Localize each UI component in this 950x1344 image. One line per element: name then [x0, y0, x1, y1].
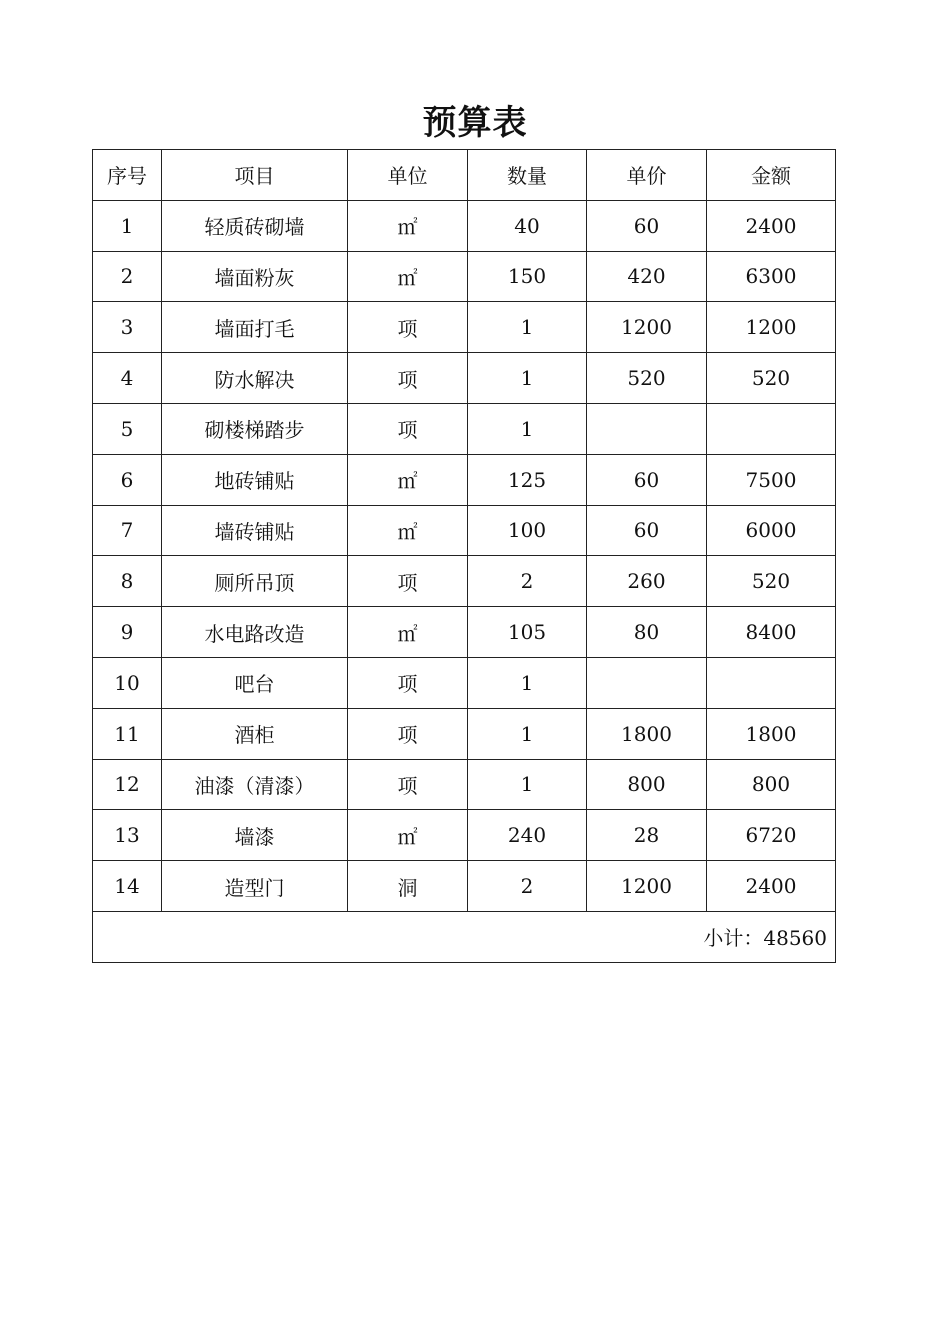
cell-amount: 2400 — [707, 200, 836, 251]
table-row — [93, 200, 836, 251]
table-row — [93, 657, 836, 708]
cell-amount: 520 — [707, 353, 836, 404]
cell-item: 墙漆 — [162, 810, 348, 861]
cell-item: 地砖铺贴 — [162, 454, 348, 505]
cell-unit: 项 — [348, 708, 468, 759]
cell-qty: 125 — [468, 454, 587, 505]
cell-unit: ㎡ — [348, 251, 468, 302]
cell-amount: 1800 — [707, 708, 836, 759]
cell-no: 9 — [93, 607, 162, 658]
cell-no: 1 — [93, 200, 162, 251]
cell-qty: 2 — [468, 556, 587, 607]
cell-qty: 105 — [468, 607, 587, 658]
cell-unit: ㎡ — [348, 607, 468, 658]
cell-qty: 2 — [468, 861, 587, 912]
cell-price: 800 — [587, 759, 707, 810]
table-row — [93, 607, 836, 658]
table-row — [93, 810, 836, 861]
table-row — [93, 251, 836, 302]
cell-qty: 1 — [468, 302, 587, 353]
cell-qty: 240 — [468, 810, 587, 861]
table-row — [93, 861, 836, 912]
table-row — [93, 505, 836, 556]
cell-qty: 100 — [468, 505, 587, 556]
cell-unit: ㎡ — [348, 810, 468, 861]
cell-item: 防水解决 — [162, 353, 348, 404]
cell-price: 420 — [587, 251, 707, 302]
table-row — [93, 302, 836, 353]
subtotal-row — [93, 911, 836, 962]
cell-item: 水电路改造 — [162, 607, 348, 658]
cell-price — [587, 403, 707, 454]
cell-unit: ㎡ — [348, 200, 468, 251]
header-price: 单价 — [587, 150, 707, 201]
cell-qty: 1 — [468, 353, 587, 404]
cell-unit: 项 — [348, 556, 468, 607]
header-item: 项目 — [162, 150, 348, 201]
cell-item: 油漆（清漆） — [162, 759, 348, 810]
cell-no: 6 — [93, 454, 162, 505]
cell-unit: 项 — [348, 353, 468, 404]
cell-price: 60 — [587, 505, 707, 556]
cell-price: 1800 — [587, 708, 707, 759]
cell-no: 5 — [93, 403, 162, 454]
cell-price: 80 — [587, 607, 707, 658]
cell-amount: 6000 — [707, 505, 836, 556]
cell-item: 轻质砖砌墙 — [162, 200, 348, 251]
cell-price: 520 — [587, 353, 707, 404]
table-row — [93, 708, 836, 759]
cell-unit: 项 — [348, 403, 468, 454]
cell-qty: 1 — [468, 403, 587, 454]
cell-amount: 8400 — [707, 607, 836, 658]
cell-item: 吧台 — [162, 657, 348, 708]
cell-qty: 1 — [468, 708, 587, 759]
table-body — [93, 200, 836, 911]
cell-amount — [707, 403, 836, 454]
cell-no: 14 — [93, 861, 162, 912]
header-unit: 单位 — [348, 150, 468, 201]
cell-no: 4 — [93, 353, 162, 404]
table-row — [93, 353, 836, 404]
cell-price: 60 — [587, 454, 707, 505]
cell-unit: ㎡ — [348, 505, 468, 556]
cell-no: 3 — [93, 302, 162, 353]
cell-qty: 150 — [468, 251, 587, 302]
cell-unit: 项 — [348, 657, 468, 708]
cell-unit: 项 — [348, 302, 468, 353]
cell-amount: 520 — [707, 556, 836, 607]
table-row — [93, 759, 836, 810]
cell-amount: 2400 — [707, 861, 836, 912]
cell-amount: 800 — [707, 759, 836, 810]
cell-item: 砌楼梯踏步 — [162, 403, 348, 454]
budget-table — [92, 149, 836, 963]
table-row — [93, 403, 836, 454]
cell-item: 酒柜 — [162, 708, 348, 759]
cell-item: 墙砖铺贴 — [162, 505, 348, 556]
cell-price — [587, 657, 707, 708]
header-qty: 数量 — [468, 150, 587, 201]
cell-no: 8 — [93, 556, 162, 607]
cell-unit: ㎡ — [348, 454, 468, 505]
cell-item: 厕所吊顶 — [162, 556, 348, 607]
cell-price: 260 — [587, 556, 707, 607]
cell-unit: 洞 — [348, 861, 468, 912]
cell-amount — [707, 657, 836, 708]
document-title: 预算表 — [422, 103, 528, 143]
table-header-row — [93, 150, 836, 201]
cell-qty: 40 — [468, 200, 587, 251]
cell-amount: 7500 — [707, 454, 836, 505]
cell-price: 60 — [587, 200, 707, 251]
cell-unit: 项 — [348, 759, 468, 810]
cell-amount: 6720 — [707, 810, 836, 861]
subtotal-cell: 小计：48560 — [93, 911, 836, 962]
cell-price: 28 — [587, 810, 707, 861]
header-no: 序号 — [93, 150, 162, 201]
cell-amount: 6300 — [707, 251, 836, 302]
cell-price: 1200 — [587, 861, 707, 912]
header-amount: 金额 — [707, 150, 836, 201]
cell-item: 造型门 — [162, 861, 348, 912]
cell-qty: 1 — [468, 657, 587, 708]
cell-no: 10 — [93, 657, 162, 708]
cell-price: 1200 — [587, 302, 707, 353]
table-row — [93, 454, 836, 505]
cell-no: 13 — [93, 810, 162, 861]
table-row — [93, 556, 836, 607]
cell-qty: 1 — [468, 759, 587, 810]
cell-no: 7 — [93, 505, 162, 556]
cell-no: 2 — [93, 251, 162, 302]
cell-no: 12 — [93, 759, 162, 810]
cell-item: 墙面粉灰 — [162, 251, 348, 302]
cell-item: 墙面打毛 — [162, 302, 348, 353]
cell-no: 11 — [93, 708, 162, 759]
cell-amount: 1200 — [707, 302, 836, 353]
